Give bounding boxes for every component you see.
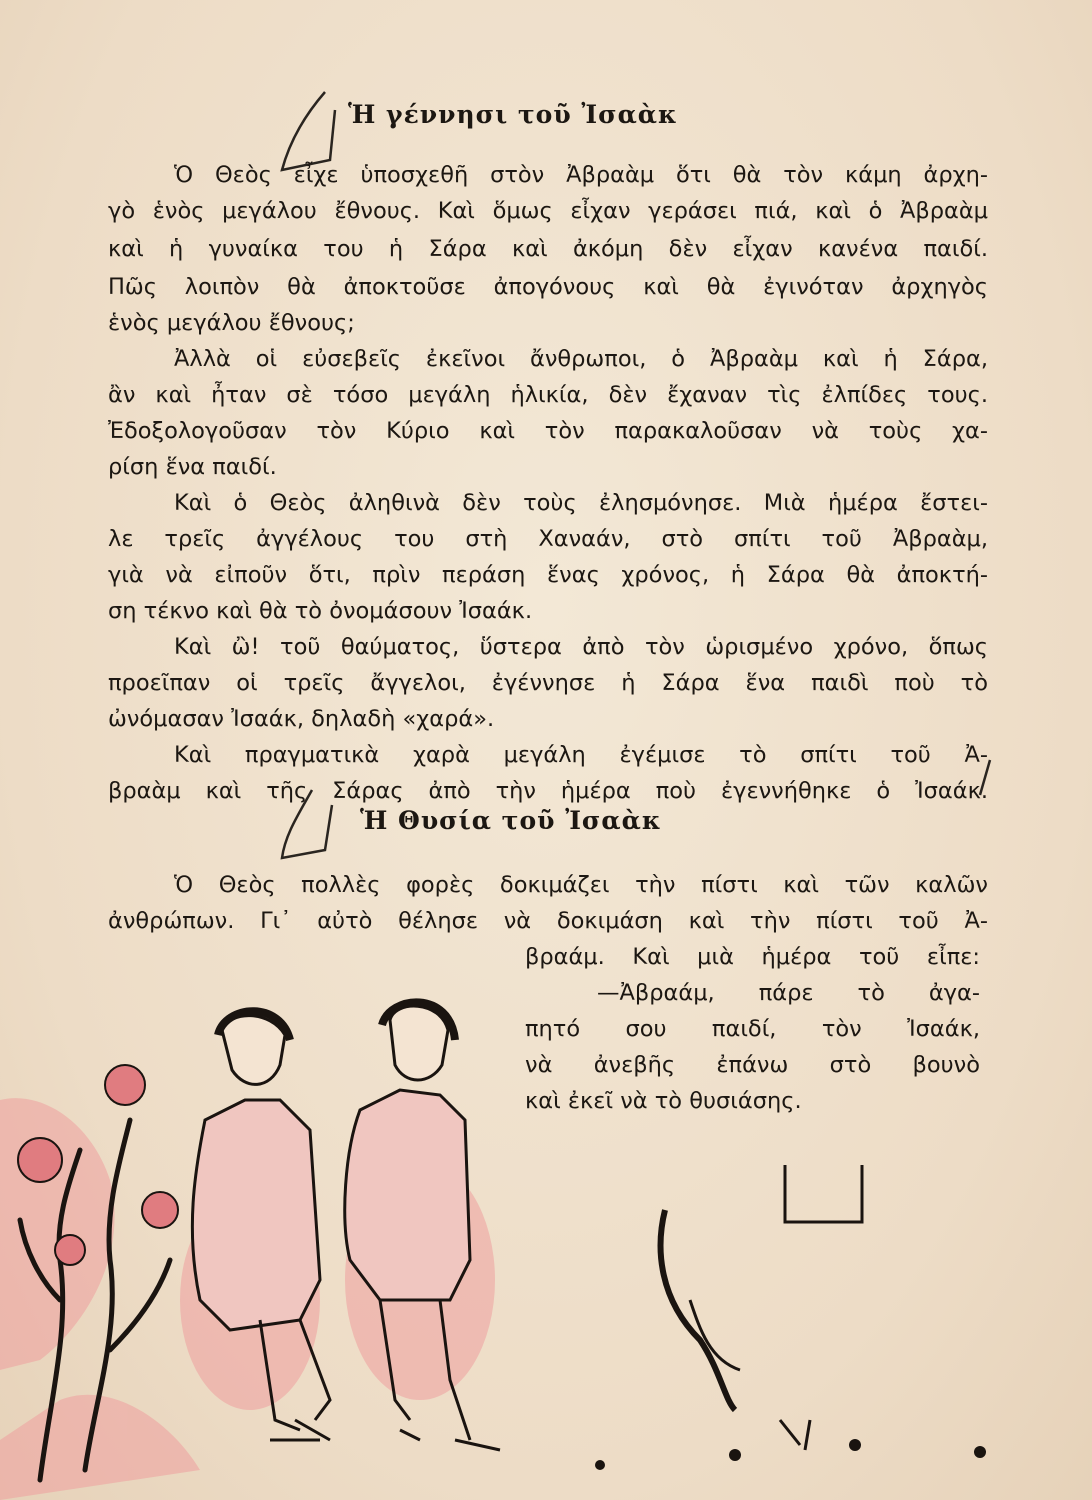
text-line: Ἀλλὰ οἱ εὐσεβεῖς ἐκεῖνοι ἄνθρωποι, ὁ Ἀβραὰμ καὶ ἡ Σάρα,: [174, 346, 988, 372]
text-line: ση τέκνο καὶ θὰ τὸ ὀνομάσουν Ἰσαάκ.: [108, 598, 533, 624]
text-line: καὶ ἐκεῖ νὰ τὸ θυσιάσης.: [525, 1088, 802, 1114]
text-line: Ἐδοξολογοῦσαν τὸν Κύριο καὶ τὸν παρακαλοῦσαν νὰ τοὺς χα-: [108, 418, 988, 444]
section-title-sacrifice-of-isaac: Ἡ Θυσία τοῦ Ἰσαὰκ: [360, 806, 662, 835]
text-line: Καὶ ὁ Θεὸς ἀληθινὰ δὲν τοὺς ἐλησμόνησε. Μιὰ ἡμέρα ἔστει-: [174, 490, 988, 516]
text-line: ἑνὸς μεγάλου ἔθνους;: [108, 310, 355, 336]
text-line: γὸ ἑνὸς μεγάλου ἔθνους. Καὶ ὅμως εἶχαν γεράσει πιά, καὶ ὁ Ἀβραὰμ: [108, 198, 988, 224]
text-line: ἀνθρώπων. Γι᾽ αὐτὸ θέλησε νὰ δοκιμάση καὶ τὴν πίστι τοῦ Ἀ-: [108, 908, 988, 934]
text-line: καὶ ἡ γυναίκα του ἡ Σάρα καὶ ἀκόμη δὲν εἶχαν κανένα παιδί.: [108, 236, 988, 262]
text-line: βραάμ. Καὶ μιὰ ἡμέρα τοῦ εἶπε:: [525, 944, 980, 970]
text-line: Ὁ Θεὸς εἶχε ὑποσχεθῆ στὸν Ἀβραὰμ ὅτι θὰ τὸν κάμη ἀρχη-: [174, 162, 988, 188]
text-line: βραὰμ καὶ τῆς Σάρας ἀπὸ τὴν ἡμέρα ποὺ ἐγεννήθηκε ὁ Ἰσαάκ.: [108, 778, 988, 804]
text-line: νὰ ἀνεβῆς ἐπάνω στὸ βουνὸ: [525, 1052, 980, 1078]
text-line: ἂν καὶ ἦταν σὲ τόσο μεγάλη ἡλικία, δὲν ἔχαναν τὶς ἐλπίδες τους.: [108, 382, 988, 408]
text-line: Ὁ Θεὸς πολλὲς φορὲς δοκιμάζει τὴν πίστι καὶ τῶν καλῶν: [174, 872, 988, 898]
text-line: —Ἀβραάμ, πάρε τὸ ἀγα-: [597, 980, 980, 1006]
text-line: προεῖπαν οἱ τρεῖς ἄγγελοι, ἐγέννησε ἡ Σάρα ἕνα παιδὶ ποὺ τὸ: [108, 670, 988, 696]
text-line: ρίση ἕνα παιδί.: [108, 454, 277, 480]
text-line: Καὶ ὢ! τοῦ θαύματος, ὕστερα ἀπὸ τὸν ὡρισμένο χρόνο, ὅπως: [174, 634, 988, 660]
section-title-birth-of-isaac: Ἡ γέννησι τοῦ Ἰσαὰκ: [348, 100, 678, 129]
text-line: λε τρεῖς ἀγγέλους του στὴ Χαναάν, στὸ σπίτι τοῦ Ἀβραὰμ,: [108, 526, 988, 552]
text-line: γιὰ νὰ εἰποῦν ὅτι, πρὶν περάση ἕνας χρόνος, ἡ Σάρα θὰ ἀποκτή-: [108, 562, 988, 588]
sketch-fragments: [661, 1165, 862, 1450]
dots: [595, 1439, 986, 1470]
text-line: ὠνόμασαν Ἰσαάκ, δηλαδὴ «χαρά».: [108, 706, 495, 732]
text-line: Πῶς λοιπὸν θὰ ἀποκτοῦσε ἀπογόνους καὶ θὰ ἐγινόταν ἀρχηγὸς: [108, 274, 988, 300]
text-line: πητό σου παιδί, τὸν Ἰσαάκ,: [525, 1016, 980, 1042]
text-line: Καὶ πραγματικὰ χαρὰ μεγάλη ἐγέμισε τὸ σπίτι τοῦ Ἀ-: [174, 742, 988, 768]
